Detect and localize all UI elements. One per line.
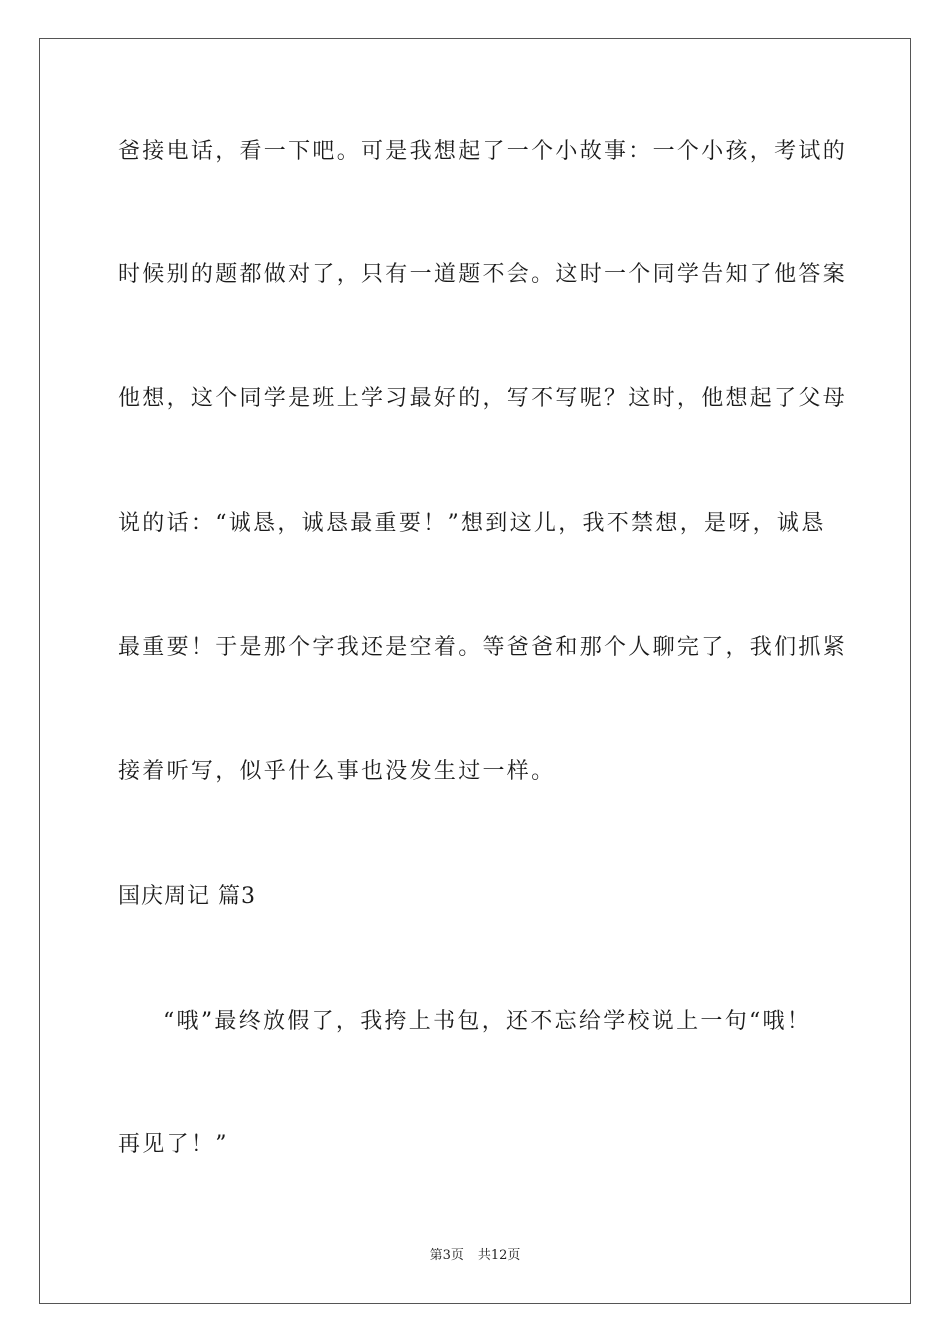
body-text-line-3: 他想，这个同学是班上学习最好的，写不写呢？这时，他想起了父母 bbox=[118, 386, 848, 411]
body-text-line-6: 接着听写，似乎什么事也没发生过一样。 bbox=[118, 759, 556, 784]
page-footer bbox=[0, 1247, 950, 1265]
body-text-line-5: 最重要！于是那个字我还是空着。等爸爸和那个人聊完了，我们抓紧 bbox=[118, 635, 848, 660]
section-heading: 国庆周记 篇3 bbox=[118, 884, 256, 909]
body-text-line-1: 爸接电话，看一下吧。可是我想起了一个小故事：一个小孩，考试的 bbox=[118, 139, 848, 164]
body-text-line-2: 时候别的题都做对了，只有一道题不会。这时一个同学告知了他答案 bbox=[118, 262, 848, 287]
section-text-line-1: “哦”最终放假了，我挎上书包，还不忘给学校说上一句“哦！ bbox=[163, 1009, 812, 1034]
body-text-line-4: 说的话：“诚恳，诚恳最重要！”想到这儿，我不禁想，是呀，诚恳 bbox=[118, 511, 826, 536]
section-text-line-2: 再见了！” bbox=[118, 1132, 229, 1157]
page-total: 共12页 bbox=[477, 1248, 521, 1263]
page-number: 第3页 bbox=[429, 1248, 464, 1263]
page-border bbox=[39, 38, 911, 1304]
